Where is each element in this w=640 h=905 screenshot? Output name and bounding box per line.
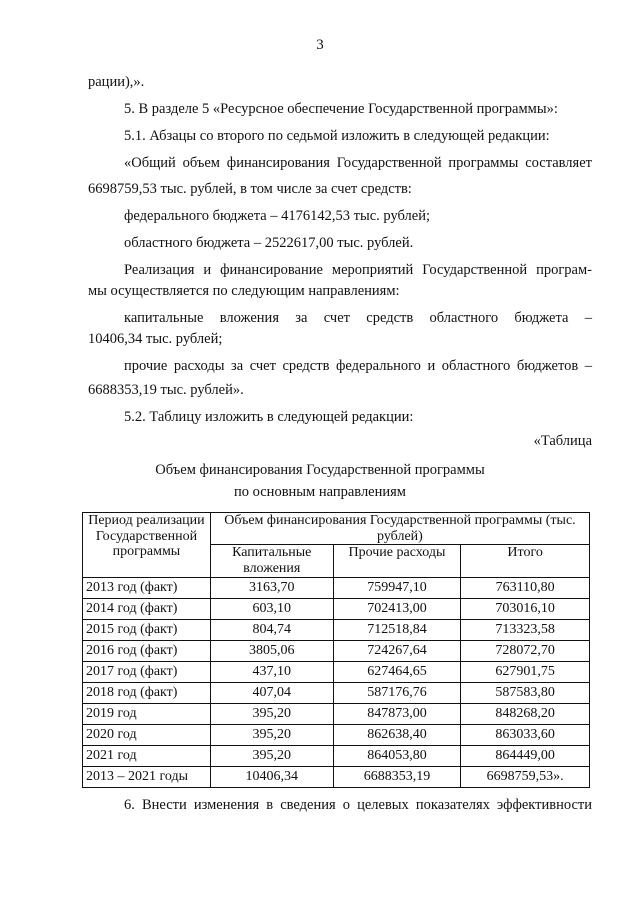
cell-period: 2018 год (факт) — [83, 682, 211, 703]
table-row-total — [83, 766, 590, 787]
text-line-3: 5.1. Абзацы со второго по седьмой изложить в следующей редакции: — [124, 128, 550, 144]
cell-capital: 3163,70 — [210, 577, 333, 598]
table-row — [83, 682, 590, 703]
cell-capital: 395,20 — [210, 745, 333, 766]
table-row — [83, 745, 590, 766]
table-caption-label: «Таблица — [533, 433, 592, 449]
cell-period: 2014 год (факт) — [83, 598, 211, 619]
cell-capital: 395,20 — [210, 703, 333, 724]
table-title-line-1: Объем финансирования Государственной программы — [155, 462, 485, 478]
table-row — [83, 577, 590, 598]
table-row — [83, 619, 590, 640]
cell-total: 763110,80 — [461, 577, 590, 598]
cell-total: 627901,75 — [461, 661, 590, 682]
cell-total: 728072,70 — [461, 640, 590, 661]
table-title-line-2: по основным направлениям — [234, 484, 406, 500]
cell-total: 848268,20 — [461, 703, 590, 724]
cell-other: 864053,80 — [333, 745, 461, 766]
cell-other: 724267,64 — [333, 640, 461, 661]
cell-other: 847873,00 — [333, 703, 461, 724]
header-other: Прочие расходы — [333, 545, 461, 577]
cell-capital: 407,04 — [210, 682, 333, 703]
cell-total: 703016,10 — [461, 598, 590, 619]
cell-capital: 804,74 — [210, 619, 333, 640]
cell-capital: 603,10 — [210, 598, 333, 619]
text-line-13: 6688353,19 тыс. рублей». — [88, 382, 244, 398]
cell-total: 864449,00 — [461, 745, 590, 766]
table-row — [83, 598, 590, 619]
cell-total: 587583,80 — [461, 682, 590, 703]
cell-other: 627464,65 — [333, 661, 461, 682]
text-line-6: федерального бюджета – 4176142,53 тыс. рублей; — [124, 208, 431, 224]
cell-period: 2013 – 2021 годы — [83, 766, 211, 787]
page-number: 3 — [316, 37, 324, 53]
cell-total: 713323,58 — [461, 619, 590, 640]
table-row — [83, 661, 590, 682]
text-line-9: мы осуществляется по следующим направлениям: — [88, 283, 400, 299]
cell-total: 863033,60 — [461, 724, 590, 745]
table-row — [83, 640, 590, 661]
text-line-4: «Общий объем финансирования Государственной программы составляет — [124, 155, 592, 171]
header-volume: Объем финансирования Государственной программы (тыс. рублей) — [210, 513, 589, 545]
cell-period: 2020 год — [83, 724, 211, 745]
financing-table — [82, 512, 590, 788]
cell-capital: 395,20 — [210, 724, 333, 745]
cell-capital: 437,10 — [210, 661, 333, 682]
text-line-14: 5.2. Таблицу изложить в следующей редакции: — [124, 409, 414, 425]
cell-period: 2015 год (факт) — [83, 619, 211, 640]
header-capital: Капитальные вложения — [210, 545, 333, 577]
cell-total: 6698759,53». — [461, 766, 590, 787]
text-line-2: 5. В разделе 5 «Ресурсное обеспечение Государственной программы»: — [124, 101, 558, 117]
cell-period: 2016 год (факт) — [83, 640, 211, 661]
cell-period: 2013 год (факт) — [83, 577, 211, 598]
text-line-12: прочие расходы за счет средств федерального и областного бюджетов – — [124, 358, 592, 374]
cell-other: 712518,84 — [333, 619, 461, 640]
cell-other: 862638,40 — [333, 724, 461, 745]
cell-capital: 3805,06 — [210, 640, 333, 661]
cell-period: 2019 год — [83, 703, 211, 724]
text-line-5: 6698759,53 тыс. рублей, в том числе за счет средств: — [88, 181, 412, 197]
table-row — [83, 724, 590, 745]
text-line-11: 10406,34 тыс. рублей; — [88, 331, 223, 347]
table-row — [83, 703, 590, 724]
cell-period: 2021 год — [83, 745, 211, 766]
cell-other: 6688353,19 — [333, 766, 461, 787]
cell-other: 702413,00 — [333, 598, 461, 619]
cell-other: 587176,76 — [333, 682, 461, 703]
text-line-1: рации),». — [88, 74, 145, 90]
text-line-10: капитальные вложения за счет средств областного бюджета – — [124, 310, 592, 326]
header-period: Период реализации Государственной программы — [83, 513, 211, 578]
text-line-7: областного бюджета – 2522617,00 тыс. рублей. — [124, 235, 414, 251]
cell-other: 759947,10 — [333, 577, 461, 598]
cell-period: 2017 год (факт) — [83, 661, 211, 682]
text-line-8: Реализация и финансирование мероприятий Государственной програм- — [124, 262, 592, 278]
cell-capital: 10406,34 — [210, 766, 333, 787]
header-total: Итого — [461, 545, 590, 577]
text-line-footer: 6. Внести изменения в сведения о целевых показателях эффективности — [124, 797, 592, 813]
